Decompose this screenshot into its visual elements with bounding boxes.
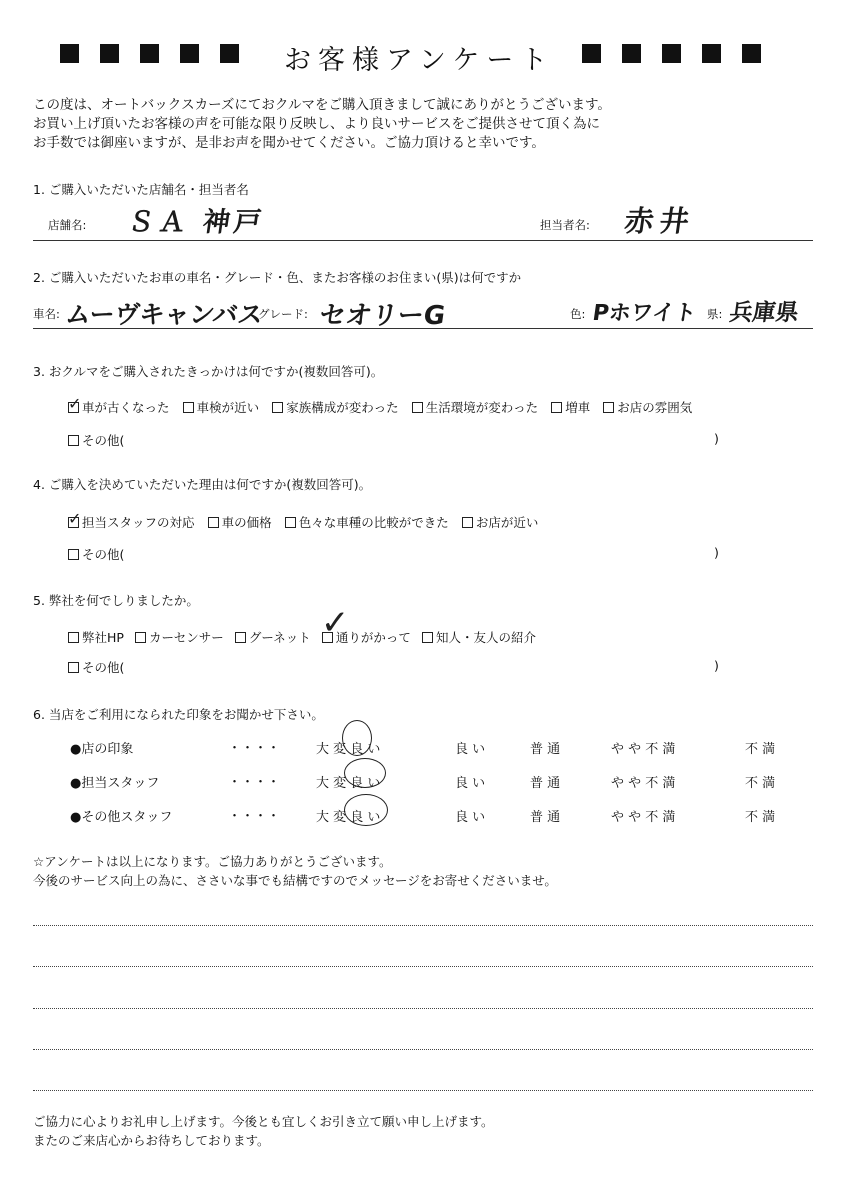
- q5-options: [68, 603, 536, 646]
- rating-row-label: ●担当スタッフ: [70, 776, 160, 791]
- question-1: 1. ご購入いただいた店舗名・担当者名: [33, 182, 249, 197]
- q3-option-label: 家族構成が変わった: [286, 400, 399, 415]
- pref-label: 県:: [707, 307, 723, 321]
- checkmark-icon: ✓: [68, 394, 82, 413]
- rating-row-label: ●その他スタッフ: [70, 810, 173, 825]
- color-value[interactable]: Pホワイト: [590, 301, 698, 326]
- leader-dots: ・・・・: [228, 741, 281, 756]
- q4-option[interactable]: [68, 509, 195, 530]
- other-label: その他(: [82, 660, 125, 675]
- q3-option[interactable]: [603, 400, 692, 415]
- q5-option-label: カーセンサー: [149, 630, 224, 645]
- close-paren: ): [714, 431, 719, 446]
- checkbox[interactable]: [208, 517, 219, 528]
- message-line[interactable]: [33, 925, 813, 926]
- leader-dots: ・・・・: [228, 809, 281, 824]
- q3-options: [68, 394, 693, 416]
- q5-option-label: 知人・友人の紹介: [435, 630, 536, 645]
- q4-option[interactable]: [462, 515, 539, 530]
- square-icon: [702, 44, 721, 63]
- rating-option-selected[interactable]: 大 変 良 い: [316, 810, 381, 825]
- q4-option[interactable]: [208, 515, 272, 530]
- square-icon: [622, 44, 641, 63]
- question-3: 3. おクルマをご購入されたきっかけは何ですか(複数回答可)。: [33, 364, 384, 379]
- checkbox[interactable]: [320, 603, 350, 643]
- q4-option-label: お店が近い: [475, 515, 539, 530]
- selection-circle: [344, 794, 388, 826]
- car-value[interactable]: ムーヴキャンバス: [63, 300, 265, 329]
- q4-options: [68, 509, 539, 531]
- q3-option[interactable]: [68, 394, 170, 415]
- q4-option-label: 色々な車種の比較ができた: [298, 515, 449, 530]
- rating-option[interactable]: 不 満: [745, 742, 776, 757]
- rating-option-selected[interactable]: 大 変 良 い: [316, 742, 381, 757]
- square-icon: [742, 44, 761, 63]
- q3-option-label: 増車: [565, 400, 591, 415]
- leader-dots: ・・・・: [228, 775, 281, 790]
- checkbox[interactable]: [68, 662, 79, 673]
- square-icon: [662, 44, 681, 63]
- q5-option[interactable]: [135, 630, 224, 645]
- checkbox[interactable]: [183, 402, 194, 413]
- intro-line: この度は、オートバックスカーズにておクルマをご購入頂きまして誠にありがとうございます。: [33, 97, 611, 113]
- intro-line: お買い上げ頂いたお客様の声を可能な限り反映し、より良いサービスをご提供させて頂く為に: [33, 116, 600, 132]
- q5-option[interactable]: [320, 603, 411, 645]
- rating-option[interactable]: 不 満: [745, 776, 776, 791]
- rating-option-selected[interactable]: 大 変 良 い: [316, 776, 381, 791]
- checkbox[interactable]: [285, 517, 296, 528]
- square-icon: [140, 44, 159, 63]
- message-line[interactable]: [33, 1049, 813, 1050]
- underline: [33, 328, 813, 329]
- footer-message: [33, 1112, 494, 1150]
- q3-option-label: お店の雰囲気: [617, 400, 693, 415]
- other-label: その他(: [82, 547, 125, 562]
- q3-option[interactable]: [412, 400, 538, 415]
- rating-option[interactable]: 良 い: [455, 776, 486, 791]
- rating-row-label: ●店の印象: [70, 742, 134, 757]
- store-value[interactable]: ＳＡ 神戸: [125, 207, 268, 238]
- page-title: お客様アンケート: [284, 45, 555, 76]
- q3-option-label: 生活環境が変わった: [425, 400, 539, 415]
- checkmark-icon: ✓: [320, 603, 350, 643]
- question-5: 5. 弊社を何でしりましたか。: [33, 593, 199, 608]
- footer-line: またのご来店心からお待ちしております。: [33, 1133, 270, 1148]
- q5-other[interactable]: [68, 658, 124, 676]
- message-line[interactable]: [33, 1090, 813, 1091]
- close-paren: ): [714, 545, 719, 560]
- q4-option[interactable]: [285, 515, 449, 530]
- q4-option-label: 車の価格: [221, 515, 272, 530]
- q3-option[interactable]: [551, 400, 590, 415]
- other-label: その他(: [82, 433, 125, 448]
- closing-message: [33, 852, 557, 890]
- q3-option-label: 車検が近い: [196, 400, 260, 415]
- q5-option[interactable]: [422, 630, 536, 645]
- checkmark-icon: ✓: [68, 509, 82, 528]
- checkbox[interactable]: [68, 394, 82, 413]
- rating-option[interactable]: 良 い: [455, 742, 486, 757]
- rating-option[interactable]: や や 不 満: [611, 810, 676, 825]
- grade-label: グレード:: [258, 307, 308, 321]
- close-paren: ): [714, 658, 719, 673]
- footer-line: ご協力に心よりお礼申し上げます。今後とも宜しくお引き立て願い申し上げます。: [33, 1114, 494, 1129]
- question-2: 2. ご購入いただいたお車の車名・グレード・色、またお客様のお住まい(県)は何ですか: [33, 270, 522, 285]
- q3-other[interactable]: [68, 431, 124, 449]
- selection-circle: [344, 758, 386, 788]
- rating-option[interactable]: や や 不 満: [611, 742, 676, 757]
- checkbox[interactable]: [68, 632, 79, 643]
- checkbox[interactable]: [603, 402, 614, 413]
- checkbox[interactable]: [68, 435, 79, 446]
- q5-option-label: 通りがかって: [335, 630, 411, 645]
- checkbox[interactable]: [272, 402, 283, 413]
- staff-label: 担当者名:: [540, 218, 590, 232]
- message-line[interactable]: [33, 966, 813, 967]
- checkbox[interactable]: [412, 402, 423, 413]
- rating-option[interactable]: 良 い: [455, 810, 486, 825]
- car-label: 車名:: [33, 307, 60, 321]
- checkbox[interactable]: [422, 632, 433, 643]
- checkbox[interactable]: [235, 632, 246, 643]
- q3-option[interactable]: [183, 400, 260, 415]
- grade-value[interactable]: セオリーG: [317, 301, 448, 331]
- q5-option[interactable]: [68, 630, 124, 645]
- color-label: 色:: [570, 307, 586, 321]
- q4-other[interactable]: [68, 545, 124, 563]
- checkbox[interactable]: [462, 517, 473, 528]
- question-6: 6. 当店をご利用になられた印象をお聞かせ下さい。: [33, 707, 324, 722]
- q5-option[interactable]: [235, 630, 311, 645]
- rating-option[interactable]: 普 通: [530, 776, 561, 791]
- q5-option-label: グーネット: [248, 630, 311, 645]
- question-4: 4. ご購入を決めていただいた理由は何ですか(複数回答可)。: [33, 477, 372, 492]
- square-icon: [582, 44, 601, 63]
- square-icon: [100, 44, 119, 63]
- closing-line: 今後のサービス向上の為に、ささいな事でも結構ですのでメッセージをお寄せくださいませ。: [33, 873, 557, 888]
- checkbox[interactable]: [551, 402, 562, 413]
- intro-text: [33, 96, 611, 153]
- q3-option[interactable]: [272, 400, 398, 415]
- square-icon: [60, 44, 79, 63]
- checkbox[interactable]: [68, 509, 82, 528]
- store-label: 店舗名:: [48, 218, 87, 232]
- selection-circle: [342, 720, 372, 756]
- square-icon: [180, 44, 199, 63]
- staff-value[interactable]: 赤井: [622, 204, 698, 238]
- q4-option-label: 担当スタッフの対応: [82, 515, 195, 530]
- intro-line: お手数では御座いますが、是非お声を聞かせてください。ご協力頂けると幸いです。: [33, 135, 545, 151]
- underline: [33, 240, 813, 241]
- checkbox[interactable]: [135, 632, 146, 643]
- closing-line: ☆アンケートは以上になります。ご協力ありがとうございます。: [33, 854, 392, 869]
- q5-option-label: 弊社HP: [82, 630, 124, 645]
- rating-option[interactable]: 普 通: [530, 742, 561, 757]
- square-icon: [220, 44, 239, 63]
- checkbox[interactable]: [68, 549, 79, 560]
- rating-option[interactable]: 普 通: [530, 810, 561, 825]
- rating-option[interactable]: 不 満: [745, 810, 776, 825]
- title-row: [0, 38, 849, 76]
- pref-value[interactable]: 兵庫県: [727, 300, 801, 326]
- rating-option[interactable]: や や 不 満: [611, 776, 676, 791]
- q3-option-label: 車が古くなった: [82, 400, 170, 415]
- message-line[interactable]: [33, 1008, 813, 1009]
